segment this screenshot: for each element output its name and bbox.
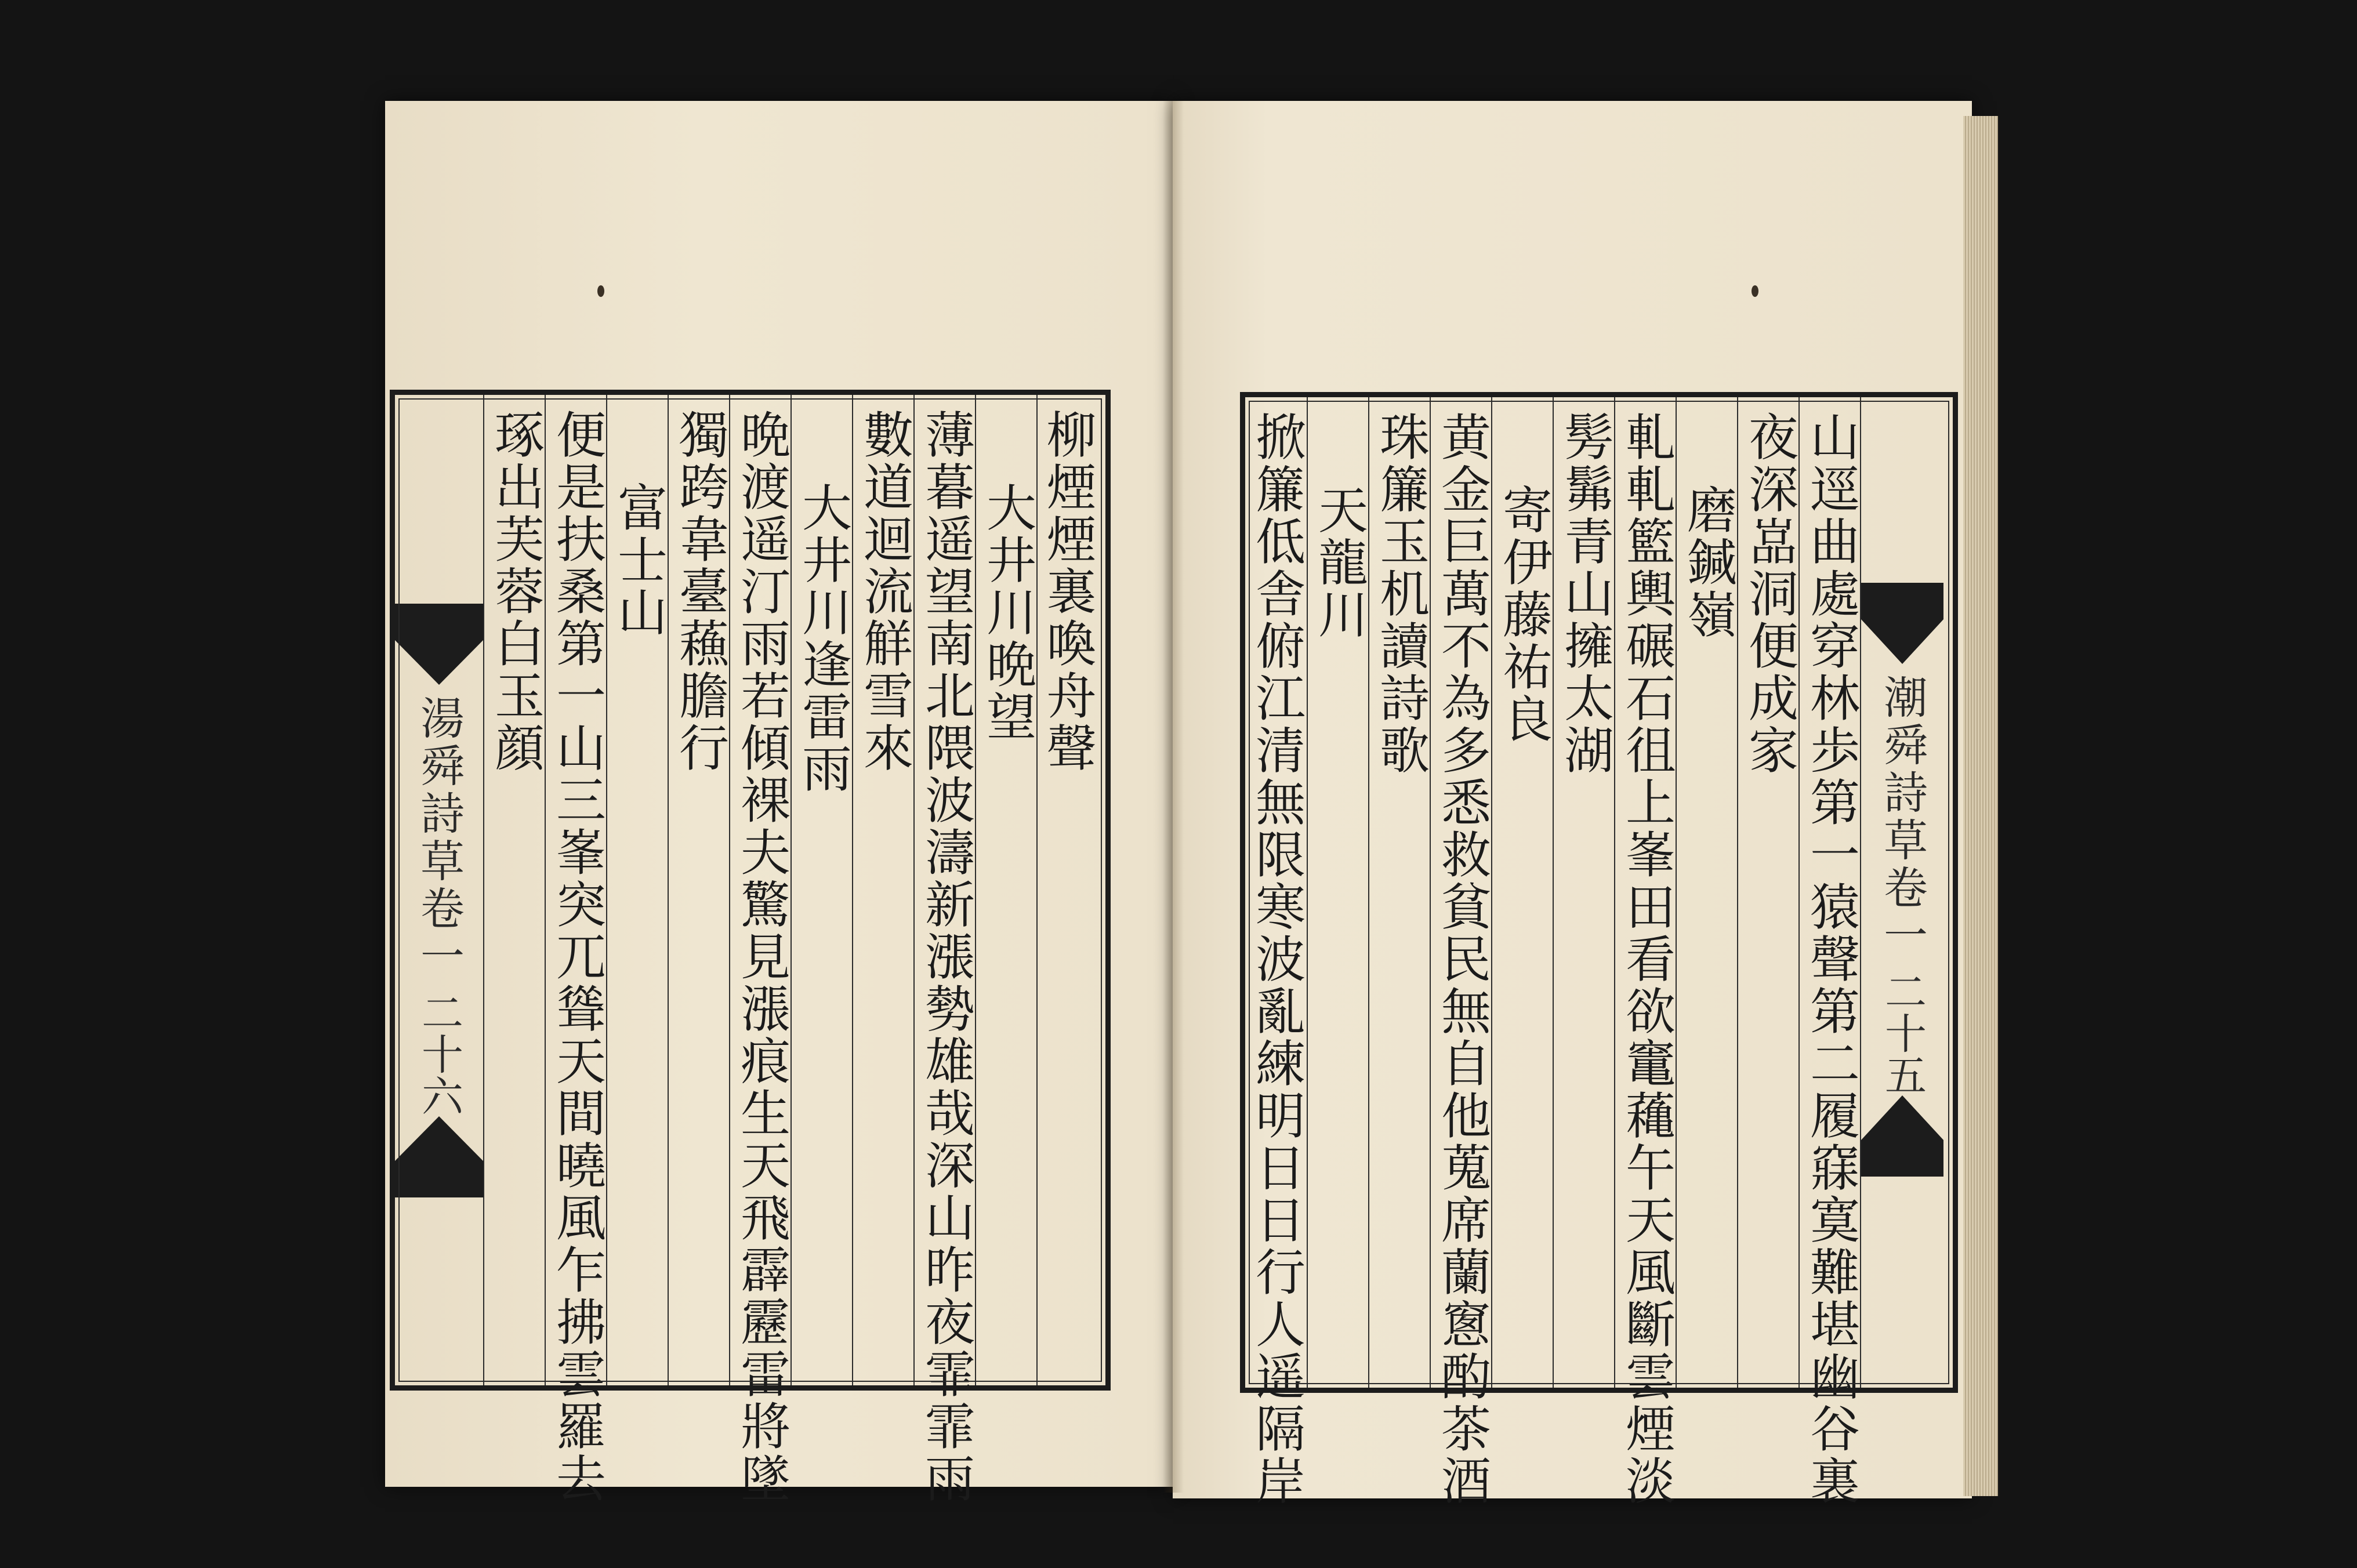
text-column [1614, 397, 1677, 1507]
column-text: 薄暮遥望南北隈波濤新漲勢雄哉深山昨夜霏霏雨 [916, 409, 974, 1505]
text-column [1491, 397, 1554, 1388]
text-column [668, 395, 730, 1385]
column-text: 磨鍼嶺 [1678, 484, 1736, 641]
book-gutter [1163, 101, 1184, 1493]
column-text: 珠簾玉机讀詩歌 [1371, 411, 1429, 776]
text-column [483, 395, 546, 1385]
left-block-title: 湯舜詩草卷一 [413, 695, 465, 981]
text-column [852, 395, 915, 1385]
column-text: 獨跨韋臺蘓膽行 [670, 409, 728, 774]
column-text: 數道迴流觧雪來 [855, 409, 913, 774]
column-text: 山逕曲處穿林歩第一猿聲第二履𥧌寞難堪幽谷裏 [1801, 411, 1859, 1507]
right-block-title: 潮舜詩草卷一 [1876, 674, 1928, 960]
column-text: 黄金巨萬不為多悉救貧民無自他蒐席蘭窻酌茶酒 [1433, 411, 1491, 1507]
column-text: 便是扶桑第一山三峯突兀聳天間曉風乍拂雲羅去 [547, 409, 605, 1505]
text-column [1676, 397, 1738, 1388]
text-column [1430, 397, 1492, 1507]
fish-tail-ornament-bottom [1861, 1095, 1943, 1177]
column-text: 掀簾低舎俯江清無限寒波亂練明日日行人遥隔岸 [1247, 411, 1305, 1507]
page-edges [1963, 116, 1998, 1496]
column-text: 軋軋籃輿碾石徂上峯田看欲竃蘒午天風斷雲煙淡 [1617, 411, 1675, 1507]
text-column [1368, 397, 1431, 1388]
right-print-frame [1240, 392, 1958, 1507]
column-text: 晩渡遥汀雨若傾裸夫驚見漲痕生天飛霹靂雷將墜 [732, 409, 790, 1505]
column-text: 寄伊藤祐良 [1494, 484, 1552, 745]
fish-tail-ornament-top [1861, 583, 1943, 664]
text-column [790, 395, 853, 1385]
column-text: 柳煙煙裏喚舟聲 [1038, 409, 1096, 774]
fish-tail-ornament-bottom [395, 1116, 483, 1197]
text-column [1307, 397, 1369, 1388]
column-text: 大井川晩望 [978, 482, 1036, 743]
text-column [975, 395, 1038, 1385]
left-block-margin [395, 395, 483, 1385]
column-text: 琢出芙蓉白玉顔 [486, 409, 544, 774]
left-print-frame [390, 390, 1111, 1505]
text-column [1737, 397, 1800, 1388]
column-text: 夜深嵓洞便成家 [1740, 411, 1798, 776]
binding-hole-left [597, 285, 604, 297]
right-block-margin [1860, 397, 1943, 1388]
text-column [1036, 395, 1096, 1385]
text-column [729, 395, 792, 1505]
text-column [913, 395, 976, 1505]
fish-tail-ornament-top [395, 604, 483, 685]
text-column [606, 395, 669, 1385]
text-column [1553, 397, 1615, 1388]
left-block-page-number: 二十六 [415, 991, 463, 1116]
column-text: 天龍川 [1310, 484, 1368, 641]
text-column [545, 395, 607, 1505]
text-column [1798, 397, 1861, 1507]
column-text: 富士山 [609, 482, 667, 638]
text-column [1245, 397, 1307, 1507]
column-text: 髣髴青山擁太湖 [1555, 411, 1613, 776]
binding-hole-right [1752, 285, 1758, 297]
right-block-page-number: 二十五 [1878, 970, 1927, 1095]
column-text: 大井川逢雷雨 [793, 482, 851, 795]
